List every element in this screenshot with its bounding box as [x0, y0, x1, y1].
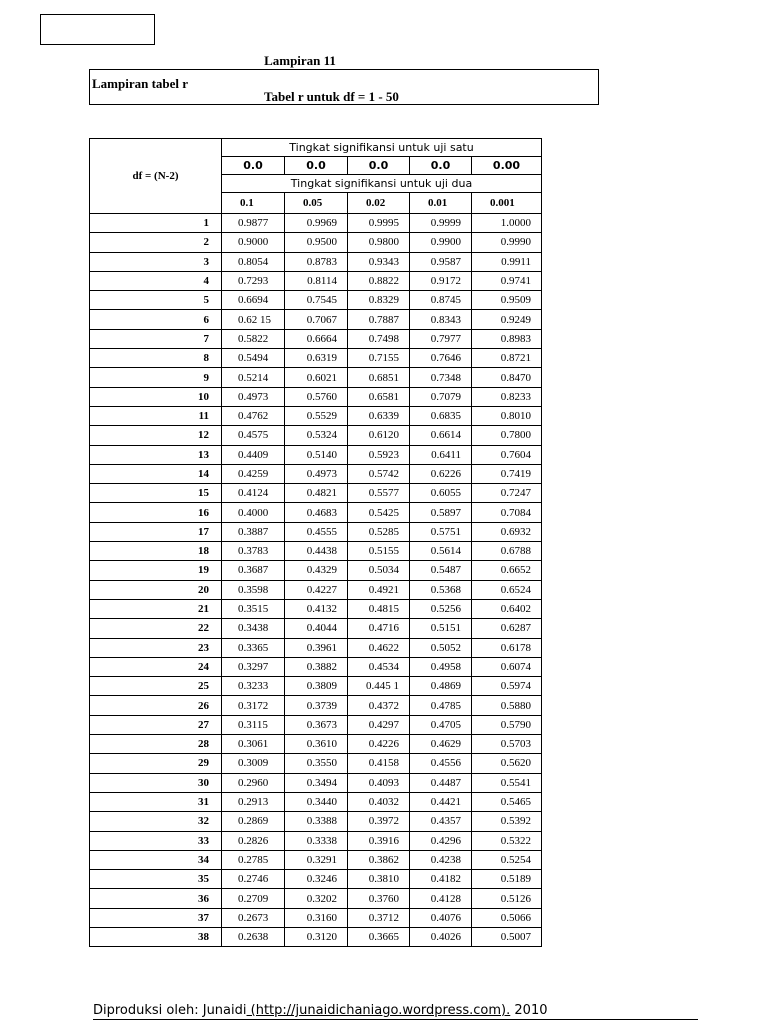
table-row — [90, 503, 542, 522]
r-value-cell: 0.8983 — [472, 329, 542, 348]
lampiran-number: Lampiran 11 — [264, 53, 336, 68]
df-cell: 37 — [90, 908, 222, 927]
r-value-cell: 0.8822 — [348, 271, 410, 290]
r-value-cell: 0.7977 — [410, 329, 472, 348]
df-cell: 2 — [90, 233, 222, 252]
r-value-cell: 0.3515 — [222, 599, 285, 618]
r-table — [89, 138, 542, 947]
df-cell: 31 — [90, 792, 222, 811]
df-header: df = (N-2) — [90, 139, 222, 214]
df-cell: 20 — [90, 580, 222, 599]
table-row — [90, 406, 542, 425]
caption-box — [89, 69, 599, 105]
df-cell: 14 — [90, 464, 222, 483]
one-tail-level: 0.0 — [285, 157, 348, 175]
r-value-cell: 0.6055 — [410, 484, 472, 503]
r-value-cell: 0.6287 — [472, 619, 542, 638]
r-value-cell: 0.9900 — [410, 233, 472, 252]
r-value-cell: 0.6021 — [285, 368, 348, 387]
table-row — [90, 233, 542, 252]
r-value-cell: 0.7545 — [285, 291, 348, 310]
r-value-cell: 0.2746 — [222, 870, 285, 889]
table-row — [90, 831, 542, 850]
two-tail-level: 0.02 — [348, 193, 410, 214]
df-cell: 23 — [90, 638, 222, 657]
r-value-cell: 0.5541 — [472, 773, 542, 792]
r-value-cell: 0.4958 — [410, 657, 472, 676]
r-value-cell: 0.3760 — [348, 889, 410, 908]
one-tail-level: 0.0 — [410, 157, 472, 175]
r-value-cell: 0.4044 — [285, 619, 348, 638]
one-tail-level: 0.00 — [472, 157, 542, 175]
r-value-cell: 0.4357 — [410, 812, 472, 831]
r-value-cell: 0.5897 — [410, 503, 472, 522]
df-cell: 16 — [90, 503, 222, 522]
r-value-cell: 0.4372 — [348, 696, 410, 715]
r-value-cell: 0.62 15 — [222, 310, 285, 329]
r-value-cell: 1.0000 — [472, 214, 542, 233]
table-row — [90, 927, 542, 946]
r-value-cell: 0.4716 — [348, 619, 410, 638]
table-row — [90, 252, 542, 271]
r-value-cell: 0.3115 — [222, 715, 285, 734]
r-value-cell: 0.5577 — [348, 484, 410, 503]
r-value-cell: 0.4556 — [410, 754, 472, 773]
footer — [93, 1003, 698, 1020]
r-value-cell: 0.8745 — [410, 291, 472, 310]
r-value-cell: 0.7419 — [472, 464, 542, 483]
r-value-cell: 0.3673 — [285, 715, 348, 734]
r-value-cell: 0.5465 — [472, 792, 542, 811]
table-row — [90, 329, 542, 348]
r-value-cell: 0.9587 — [410, 252, 472, 271]
r-value-cell: 0.8721 — [472, 349, 542, 368]
r-value-cell: 0.3291 — [285, 850, 348, 869]
r-value-cell: 0.9500 — [285, 233, 348, 252]
table-row — [90, 908, 542, 927]
r-value-cell: 0.4705 — [410, 715, 472, 734]
r-value-cell: 0.9969 — [285, 214, 348, 233]
two-tail-level: 0.01 — [410, 193, 472, 214]
table-row — [90, 387, 542, 406]
two-tail-level: 0.05 — [285, 193, 348, 214]
df-cell: 9 — [90, 368, 222, 387]
r-value-cell: 0.5256 — [410, 599, 472, 618]
r-value-cell: 0.3246 — [285, 870, 348, 889]
r-value-cell: 0.3882 — [285, 657, 348, 676]
r-value-cell: 0.7067 — [285, 310, 348, 329]
r-value-cell: 0.4076 — [410, 908, 472, 927]
r-value-cell: 0.8783 — [285, 252, 348, 271]
r-value-cell: 0.4158 — [348, 754, 410, 773]
table-row — [90, 773, 542, 792]
r-value-cell: 0.4973 — [222, 387, 285, 406]
df-cell: 24 — [90, 657, 222, 676]
r-value-cell: 0.3610 — [285, 735, 348, 754]
r-value-cell: 0.4622 — [348, 638, 410, 657]
r-value-cell: 0.5494 — [222, 349, 285, 368]
r-value-cell: 0.3598 — [222, 580, 285, 599]
r-value-cell: 0.3160 — [285, 908, 348, 927]
r-value-cell: 0.7155 — [348, 349, 410, 368]
r-value-cell: 0.5529 — [285, 406, 348, 425]
r-value-cell: 0.8054 — [222, 252, 285, 271]
table-row — [90, 696, 542, 715]
r-value-cell: 0.4973 — [285, 464, 348, 483]
r-value-cell: 0.3887 — [222, 522, 285, 541]
df-cell: 25 — [90, 677, 222, 696]
df-cell: 26 — [90, 696, 222, 715]
r-value-cell: 0.9343 — [348, 252, 410, 271]
table-row — [90, 677, 542, 696]
r-value-cell: 0.3550 — [285, 754, 348, 773]
r-value-cell: 0.4821 — [285, 484, 348, 503]
r-value-cell: 0.4182 — [410, 870, 472, 889]
r-value-cell: 0.3438 — [222, 619, 285, 638]
one-tail-level: 0.0 — [222, 157, 285, 175]
r-value-cell: 0.5034 — [348, 561, 410, 580]
df-cell: 4 — [90, 271, 222, 290]
r-value-cell: 0.3809 — [285, 677, 348, 696]
r-value-cell: 0.7293 — [222, 271, 285, 290]
r-value-cell: 0.4487 — [410, 773, 472, 792]
r-value-cell: 0.5392 — [472, 812, 542, 831]
r-value-cell: 0.3494 — [285, 773, 348, 792]
r-value-cell: 0.4534 — [348, 657, 410, 676]
r-value-cell: 0.9877 — [222, 214, 285, 233]
table-row — [90, 291, 542, 310]
r-value-cell: 0.5322 — [472, 831, 542, 850]
df-cell: 33 — [90, 831, 222, 850]
r-value-cell: 0.6664 — [285, 329, 348, 348]
r-value-cell: 0.6339 — [348, 406, 410, 425]
r-value-cell: 0.6524 — [472, 580, 542, 599]
r-value-cell: 0.2709 — [222, 889, 285, 908]
r-value-cell: 0.3338 — [285, 831, 348, 850]
r-value-cell: 0.4762 — [222, 406, 285, 425]
r-value-cell: 0.4128 — [410, 889, 472, 908]
r-value-cell: 0.3961 — [285, 638, 348, 657]
r-value-cell: 0.5880 — [472, 696, 542, 715]
table-row — [90, 812, 542, 831]
r-value-cell: 0.5066 — [472, 908, 542, 927]
table-row — [90, 754, 542, 773]
r-value-cell: 0.3862 — [348, 850, 410, 869]
df-cell: 10 — [90, 387, 222, 406]
r-value-cell: 0.9172 — [410, 271, 472, 290]
r-value-cell: 0.6178 — [472, 638, 542, 657]
r-value-cell: 0.3440 — [285, 792, 348, 811]
table-row — [90, 214, 542, 233]
r-value-cell: 0.5822 — [222, 329, 285, 348]
r-value-cell: 0.9990 — [472, 233, 542, 252]
table-row — [90, 735, 542, 754]
r-value-cell: 0.4409 — [222, 445, 285, 464]
r-value-cell: 0.3712 — [348, 908, 410, 927]
r-value-cell: 0.5923 — [348, 445, 410, 464]
r-value-cell: 0.6074 — [472, 657, 542, 676]
table-row — [90, 464, 542, 483]
df-cell: 6 — [90, 310, 222, 329]
df-cell: 5 — [90, 291, 222, 310]
table-row — [90, 580, 542, 599]
table-row — [90, 561, 542, 580]
table-row — [90, 484, 542, 503]
r-value-cell: 0.5751 — [410, 522, 472, 541]
r-value-cell: 0.5140 — [285, 445, 348, 464]
r-value-cell: 0.3061 — [222, 735, 285, 754]
r-value-cell: 0.4555 — [285, 522, 348, 541]
r-value-cell: 0.2960 — [222, 773, 285, 792]
r-value-cell: 0.9249 — [472, 310, 542, 329]
one-tail-title: Tingkat signifikansi untuk uji satu — [222, 139, 542, 157]
r-value-cell: 0.4815 — [348, 599, 410, 618]
one-tail-level: 0.0 — [348, 157, 410, 175]
df-cell: 18 — [90, 542, 222, 561]
r-value-cell: 0.7887 — [348, 310, 410, 329]
r-value-cell: 0.3916 — [348, 831, 410, 850]
table-row — [90, 445, 542, 464]
r-value-cell: 0.7498 — [348, 329, 410, 348]
r-value-cell: 0.4575 — [222, 426, 285, 445]
df-cell: 1 — [90, 214, 222, 233]
r-value-cell: 0.2826 — [222, 831, 285, 850]
table-row — [90, 619, 542, 638]
r-value-cell: 0.5007 — [472, 927, 542, 946]
r-value-cell: 0.8114 — [285, 271, 348, 290]
r-value-cell: 0.4226 — [348, 735, 410, 754]
r-value-cell: 0.4297 — [348, 715, 410, 734]
r-value-cell: 0.5285 — [348, 522, 410, 541]
r-value-cell: 0.3388 — [285, 812, 348, 831]
table-row — [90, 271, 542, 290]
r-value-cell: 0.3972 — [348, 812, 410, 831]
r-value-cell: 0.4869 — [410, 677, 472, 696]
r-value-cell: 0.4296 — [410, 831, 472, 850]
r-value-cell: 0.3687 — [222, 561, 285, 580]
r-value-cell: 0.6411 — [410, 445, 472, 464]
table-row — [90, 792, 542, 811]
r-value-cell: 0.5052 — [410, 638, 472, 657]
r-value-cell: 0.7604 — [472, 445, 542, 464]
df-cell: 11 — [90, 406, 222, 425]
r-value-cell: 0.3665 — [348, 927, 410, 946]
df-cell: 27 — [90, 715, 222, 734]
df-cell: 38 — [90, 927, 222, 946]
df-cell: 34 — [90, 850, 222, 869]
r-value-cell: 0.6581 — [348, 387, 410, 406]
table-row — [90, 310, 542, 329]
df-cell: 32 — [90, 812, 222, 831]
r-value-cell: 0.6652 — [472, 561, 542, 580]
r-value-cell: 0.3783 — [222, 542, 285, 561]
r-value-cell: 0.9509 — [472, 291, 542, 310]
table-row — [90, 870, 542, 889]
table-row — [90, 638, 542, 657]
df-cell: 22 — [90, 619, 222, 638]
table-row — [90, 542, 542, 561]
df-cell: 7 — [90, 329, 222, 348]
r-value-cell: 0.7247 — [472, 484, 542, 503]
df-cell: 35 — [90, 870, 222, 889]
r-value-cell: 0.9999 — [410, 214, 472, 233]
df-cell: 12 — [90, 426, 222, 445]
r-value-cell: 0.4124 — [222, 484, 285, 503]
r-value-cell: 0.6835 — [410, 406, 472, 425]
r-value-cell: 0.2869 — [222, 812, 285, 831]
r-value-cell: 0.2673 — [222, 908, 285, 927]
caption-center: Tabel r untuk df = 1 - 50 — [264, 89, 399, 104]
r-value-cell: 0.4032 — [348, 792, 410, 811]
r-value-cell: 0.6788 — [472, 542, 542, 561]
table-row — [90, 599, 542, 618]
r-value-cell: 0.7646 — [410, 349, 472, 368]
empty-label-box — [40, 14, 155, 45]
r-value-cell: 0.3009 — [222, 754, 285, 773]
two-tail-level: 0.001 — [472, 193, 542, 214]
footer-prefix: Diproduksi oleh: Junaidi — [93, 1003, 247, 1018]
footer-year: 2010 — [510, 1003, 548, 1018]
r-value-cell: 0.8233 — [472, 387, 542, 406]
table-row — [90, 850, 542, 869]
r-value-cell: 0.5974 — [472, 677, 542, 696]
r-value-cell: 0.2913 — [222, 792, 285, 811]
r-value-cell: 0.2785 — [222, 850, 285, 869]
r-value-cell: 0.445 1 — [348, 677, 410, 696]
r-value-cell: 0.4000 — [222, 503, 285, 522]
r-value-cell: 0.3365 — [222, 638, 285, 657]
r-value-cell: 0.5487 — [410, 561, 472, 580]
r-value-cell: 0.5620 — [472, 754, 542, 773]
r-value-cell: 0.3233 — [222, 677, 285, 696]
table-row — [90, 349, 542, 368]
r-value-cell: 0.5368 — [410, 580, 472, 599]
r-value-cell: 0.5254 — [472, 850, 542, 869]
r-value-cell: 0.5126 — [472, 889, 542, 908]
df-cell: 13 — [90, 445, 222, 464]
caption-left: Lampiran tabel r — [92, 76, 189, 91]
table-row — [90, 715, 542, 734]
footer-link[interactable]: (http://junaidichaniago.wordpress.com). — [246, 1003, 511, 1018]
r-value-cell: 0.4329 — [285, 561, 348, 580]
r-value-cell: 0.4259 — [222, 464, 285, 483]
r-value-cell: 0.9800 — [348, 233, 410, 252]
r-value-cell: 0.5155 — [348, 542, 410, 561]
r-value-cell: 0.4629 — [410, 735, 472, 754]
r-value-cell: 0.9995 — [348, 214, 410, 233]
r-value-cell: 0.9000 — [222, 233, 285, 252]
r-value-cell: 0.9741 — [472, 271, 542, 290]
r-value-cell: 0.6932 — [472, 522, 542, 541]
r-value-cell: 0.7079 — [410, 387, 472, 406]
r-value-cell: 0.9911 — [472, 252, 542, 271]
r-value-cell: 0.4421 — [410, 792, 472, 811]
r-value-cell: 0.4921 — [348, 580, 410, 599]
r-value-cell: 0.3810 — [348, 870, 410, 889]
r-value-cell: 0.7084 — [472, 503, 542, 522]
r-value-cell: 0.5760 — [285, 387, 348, 406]
two-tail-level: 0.1 — [222, 193, 285, 214]
r-value-cell: 0.5425 — [348, 503, 410, 522]
df-cell: 3 — [90, 252, 222, 271]
r-value-cell: 0.4132 — [285, 599, 348, 618]
header-row-one-tail-title — [90, 139, 542, 157]
df-cell: 17 — [90, 522, 222, 541]
df-cell: 15 — [90, 484, 222, 503]
r-value-cell: 0.6614 — [410, 426, 472, 445]
df-cell: 36 — [90, 889, 222, 908]
df-cell: 21 — [90, 599, 222, 618]
df-cell: 8 — [90, 349, 222, 368]
r-value-cell: 0.4026 — [410, 927, 472, 946]
r-value-cell: 0.5790 — [472, 715, 542, 734]
r-value-cell: 0.8343 — [410, 310, 472, 329]
r-value-cell: 0.5151 — [410, 619, 472, 638]
r-value-cell: 0.4093 — [348, 773, 410, 792]
table-row — [90, 368, 542, 387]
r-value-cell: 0.5324 — [285, 426, 348, 445]
table-row — [90, 889, 542, 908]
r-value-cell: 0.4438 — [285, 542, 348, 561]
df-cell: 19 — [90, 561, 222, 580]
df-cell: 29 — [90, 754, 222, 773]
r-value-cell: 0.3172 — [222, 696, 285, 715]
r-value-cell: 0.4227 — [285, 580, 348, 599]
r-value-cell: 0.6851 — [348, 368, 410, 387]
r-value-cell: 0.6319 — [285, 349, 348, 368]
r-value-cell: 0.5742 — [348, 464, 410, 483]
r-value-cell: 0.3120 — [285, 927, 348, 946]
r-value-cell: 0.6694 — [222, 291, 285, 310]
r-value-cell: 0.6402 — [472, 599, 542, 618]
r-value-cell: 0.4683 — [285, 503, 348, 522]
r-value-cell: 0.4785 — [410, 696, 472, 715]
two-tail-title: Tingkat signifikansi untuk uji dua — [222, 175, 542, 193]
df-cell: 30 — [90, 773, 222, 792]
r-value-cell: 0.7800 — [472, 426, 542, 445]
r-value-cell: 0.8010 — [472, 406, 542, 425]
r-value-cell: 0.8470 — [472, 368, 542, 387]
df-cell: 28 — [90, 735, 222, 754]
r-value-cell: 0.5703 — [472, 735, 542, 754]
r-value-cell: 0.6120 — [348, 426, 410, 445]
r-value-cell: 0.6226 — [410, 464, 472, 483]
table-row — [90, 426, 542, 445]
r-value-cell: 0.3297 — [222, 657, 285, 676]
r-value-cell: 0.5214 — [222, 368, 285, 387]
r-value-cell: 0.2638 — [222, 927, 285, 946]
table-row — [90, 657, 542, 676]
r-value-cell: 0.5614 — [410, 542, 472, 561]
r-value-cell: 0.4238 — [410, 850, 472, 869]
r-value-cell: 0.3202 — [285, 889, 348, 908]
r-value-cell: 0.3739 — [285, 696, 348, 715]
table-row — [90, 522, 542, 541]
r-value-cell: 0.8329 — [348, 291, 410, 310]
r-value-cell: 0.5189 — [472, 870, 542, 889]
r-value-cell: 0.7348 — [410, 368, 472, 387]
